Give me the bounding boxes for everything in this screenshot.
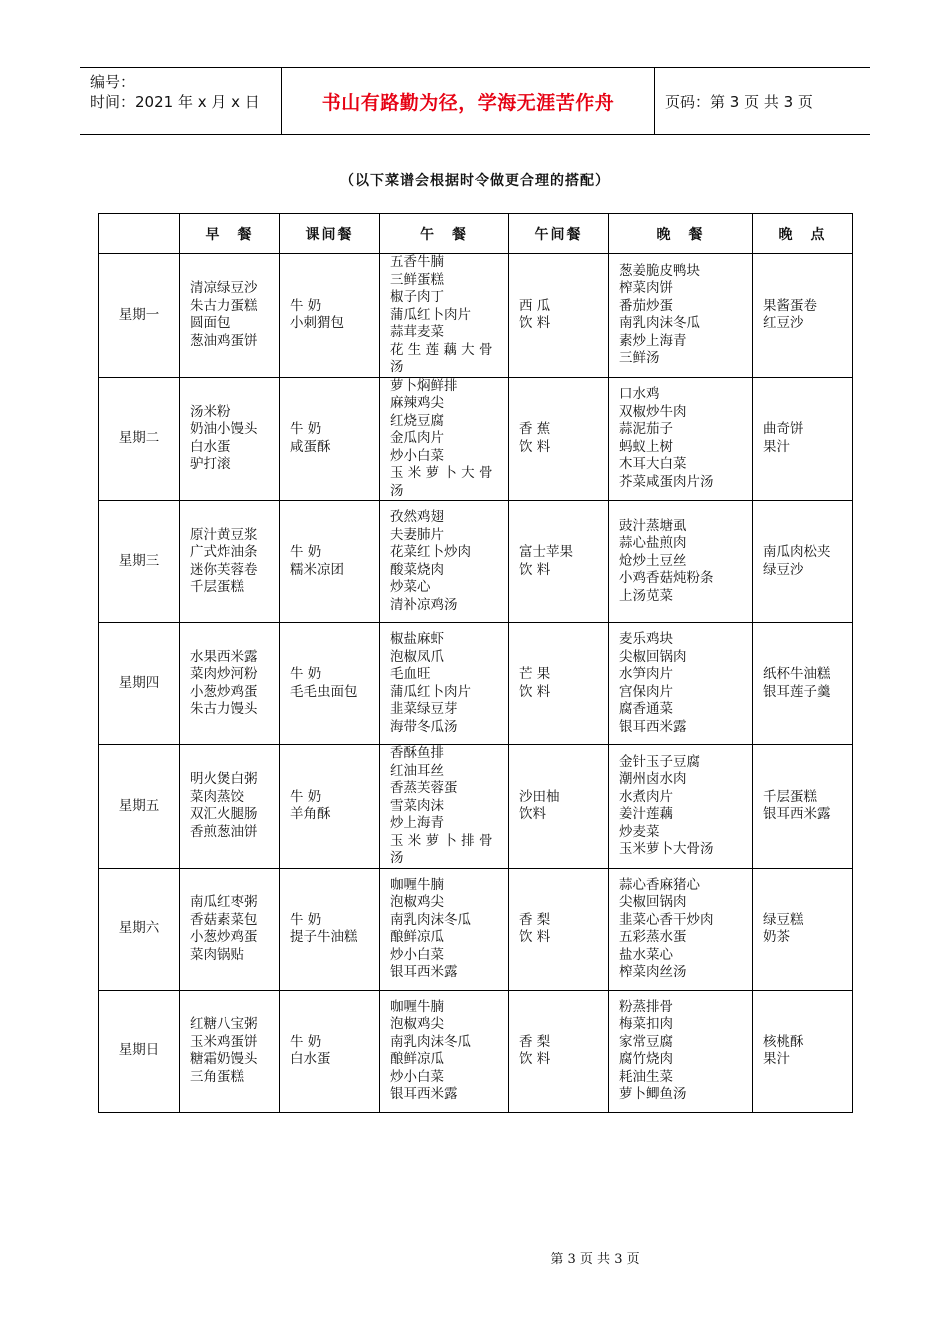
snack-cell	[280, 868, 380, 990]
day-cell: 星期五	[99, 745, 180, 869]
lunch-cell	[380, 623, 509, 745]
menu-item: 番茄炒蛋	[619, 297, 673, 314]
menu-item: 玉 米 萝 卜 大 骨	[390, 465, 493, 481]
dinner-cell	[609, 377, 753, 501]
menu-item: 千层蛋糕	[763, 788, 817, 805]
menu-item: 南瓜红枣粥	[190, 894, 258, 910]
menu-item: 红烧豆腐	[390, 412, 444, 429]
menu-item: 宫保肉片	[619, 683, 673, 700]
table-row	[99, 623, 853, 745]
menu-item: 牛 奶	[290, 666, 322, 682]
menu-item: 耗油生菜	[619, 1068, 673, 1085]
menu-item: 银耳西米露	[619, 718, 687, 735]
menu-item: 红豆沙	[763, 315, 804, 332]
menu-item: 花 生 莲 藕 大 骨	[390, 341, 493, 358]
menu-item: 白水蛋	[290, 1051, 331, 1067]
menu-item: 牛 奶	[290, 1033, 322, 1050]
menu-item: 酸菜烧肉	[390, 561, 444, 578]
lunch-cell	[380, 254, 509, 378]
menu-item: 蒜心香麻猪心	[619, 876, 700, 893]
menu-item: 蒜心盐煎肉	[619, 535, 687, 552]
lunch-cell	[380, 990, 509, 1112]
breakfast-cell	[180, 868, 280, 990]
menu-item: 潮州卤水肉	[619, 771, 687, 788]
menu-item: 牛 奶	[290, 788, 322, 805]
menu-item: 曲奇饼	[763, 421, 804, 438]
header-cell-noon-snack: 午间餐	[509, 214, 609, 254]
table-row	[99, 745, 853, 869]
menu-item: 酿鲜凉瓜	[390, 929, 444, 945]
menu-item: 韭菜心香干炒肉	[619, 911, 714, 928]
breakfast-cell	[180, 623, 280, 745]
lunch-cell	[380, 377, 509, 501]
header-cell-breakfast: 早 餐	[180, 214, 280, 254]
day-cell: 星期一	[99, 254, 180, 378]
menu-item: 泡椒鸡尖	[390, 894, 444, 910]
menu-item: 南乳肉沫冬瓜	[390, 911, 471, 928]
noon-snack-cell	[509, 745, 609, 869]
menu-item: 椒盐麻虾	[390, 631, 444, 647]
table-row	[99, 377, 853, 501]
noon-snack-cell	[509, 377, 609, 501]
menu-item: 核桃酥	[763, 1033, 804, 1050]
menu-item: 夫妻肺片	[390, 526, 444, 543]
menu-item: 原汁黄豆浆	[190, 526, 258, 543]
menu-item: 饮料	[519, 806, 546, 823]
menu-item: 盐水菜心	[619, 946, 673, 963]
menu-item: 玉 米 萝 卜 排 骨	[390, 832, 493, 849]
menu-item: 毛毛虫面包	[290, 683, 358, 700]
header-motto: 书山有路勤为径，学海无涯苦作舟	[282, 68, 655, 134]
menu-item: 饮 料	[519, 1051, 551, 1067]
header-cell-dinner: 晚 餐	[609, 214, 753, 254]
menu-item: 金瓜肉片	[390, 430, 444, 446]
weekly-menu-table	[98, 213, 853, 1113]
header-cell-day	[99, 214, 180, 254]
table-row	[99, 868, 853, 990]
menu-item: 南瓜肉松夹	[763, 544, 831, 560]
menu-item: 饮 料	[519, 315, 551, 332]
menu-item: 水果西米露	[190, 648, 258, 665]
menu-item: 果汁	[763, 438, 790, 455]
menu-item: 小刺猬包	[290, 315, 344, 332]
menu-item: 粉蒸排骨	[619, 998, 673, 1015]
snack-cell	[280, 377, 380, 501]
menu-item: 炒麦菜	[619, 823, 660, 840]
menu-item: 牛 奶	[290, 297, 322, 314]
dinner-cell	[609, 868, 753, 990]
menu-item: 饮 料	[519, 561, 551, 578]
menu-item: 糯米凉团	[290, 561, 344, 578]
menu-item: 小葱炒鸡蛋	[190, 683, 258, 700]
header-cell-lunch: 午 餐	[380, 214, 509, 254]
menu-item: 饮 料	[519, 438, 551, 455]
menu-item: 葱姜脆皮鸭块	[619, 262, 700, 279]
menu-item: 蚂蚁上树	[619, 438, 673, 455]
menu-item: 果汁	[763, 1051, 790, 1067]
day-cell: 星期三	[99, 501, 180, 623]
snack-cell	[280, 990, 380, 1112]
menu-item: 水笋肉片	[619, 666, 673, 682]
menu-item: 饮 料	[519, 929, 551, 945]
menu-item: 腐竹烧肉	[619, 1051, 673, 1067]
menu-item: 清补凉鸡汤	[390, 596, 458, 613]
menu-item: 明火煲白粥	[190, 771, 258, 788]
snack-cell	[280, 623, 380, 745]
menu-item: 牛 奶	[290, 421, 322, 438]
menu-item: 驴打滚	[190, 456, 231, 473]
menu-item: 绿豆沙	[763, 561, 804, 578]
menu-item: 水煮肉片	[619, 788, 673, 805]
page-header	[80, 67, 870, 135]
menu-item: 西 瓜	[519, 297, 551, 314]
menu-item: 糖霜奶馒头	[190, 1051, 258, 1067]
menu-note: （以下菜谱会根据时令做更合理的搭配）	[340, 173, 610, 189]
menu-item: 果酱蛋卷	[763, 297, 817, 314]
menu-item: 萝卜焖鲜排	[390, 377, 458, 394]
menu-item: 朱古力馒头	[190, 701, 258, 717]
night-snack-cell	[753, 990, 853, 1112]
menu-item: 炒上海青	[390, 815, 444, 831]
menu-item: 泡椒凤爪	[390, 648, 444, 665]
noon-snack-cell	[509, 501, 609, 623]
snack-cell	[280, 745, 380, 869]
menu-item: 麦乐鸡块	[619, 631, 673, 647]
menu-item: 汤	[390, 850, 404, 866]
dinner-cell	[609, 623, 753, 745]
menu-item: 麻辣鸡尖	[390, 395, 444, 411]
menu-item: 木耳大白菜	[619, 456, 687, 473]
dinner-cell	[609, 745, 753, 869]
menu-item: 迷你芙蓉卷	[190, 561, 258, 578]
menu-item: 白水蛋	[190, 438, 231, 455]
menu-item: 咖喱牛腩	[390, 876, 444, 893]
dinner-cell	[609, 501, 753, 623]
menu-item: 羊角酥	[290, 806, 331, 823]
menu-item: 雪菜肉沫	[390, 797, 444, 814]
menu-item: 富士苹果	[519, 544, 573, 560]
menu-item: 蒜泥茄子	[619, 421, 673, 438]
menu-item: 口水鸡	[619, 386, 660, 403]
breakfast-cell	[180, 501, 280, 623]
menu-item: 香菇素菜包	[190, 911, 258, 928]
menu-item: 腐香通菜	[619, 701, 673, 717]
menu-item: 小鸡香菇炖粉条	[619, 570, 714, 587]
menu-item: 尖椒回锅肉	[619, 648, 687, 665]
menu-item: 萝卜鲫鱼汤	[619, 1086, 687, 1102]
table-body	[99, 254, 853, 1113]
menu-item: 玉米萝卜大骨汤	[619, 841, 714, 858]
menu-item: 圆面包	[190, 315, 231, 332]
menu-item: 蒲瓜红卜肉片	[390, 683, 471, 700]
menu-item: 葱油鸡蛋饼	[190, 332, 258, 349]
menu-item: 奶茶	[763, 929, 790, 945]
day-cell: 星期二	[99, 377, 180, 501]
menu-item: 炝炒土豆丝	[619, 552, 687, 569]
menu-item: 香煎葱油饼	[190, 823, 258, 840]
menu-item: 金针玉子豆腐	[619, 753, 700, 770]
table-header-row	[99, 214, 853, 254]
menu-item: 韭菜绿豆芽	[390, 701, 458, 717]
table-row	[99, 501, 853, 623]
menu-item: 三鲜汤	[619, 350, 660, 367]
dinner-cell	[609, 254, 753, 378]
menu-item: 牛 奶	[290, 544, 322, 560]
menu-item: 毛血旺	[390, 666, 431, 682]
night-snack-cell	[753, 623, 853, 745]
menu-item: 五香牛腩	[390, 254, 444, 270]
noon-snack-cell	[509, 623, 609, 745]
menu-item: 三鲜蛋糕	[390, 271, 444, 288]
dinner-cell	[609, 990, 753, 1112]
menu-item: 红糖八宝粥	[190, 1016, 258, 1032]
menu-item: 咸蛋酥	[290, 438, 331, 455]
menu-item: 蒲瓜红卜肉片	[390, 306, 471, 323]
menu-item: 芒 果	[519, 666, 551, 682]
menu-item: 芥菜咸蛋肉片汤	[619, 473, 714, 490]
menu-item: 红油耳丝	[390, 762, 444, 779]
day-cell: 星期六	[99, 868, 180, 990]
menu-item: 南乳肉沫冬瓜	[619, 315, 700, 332]
menu-item: 香蒸芙蓉蛋	[390, 780, 458, 796]
table-row	[99, 254, 853, 378]
menu-item: 尖椒回锅肉	[619, 894, 687, 910]
header-cell-snack: 课间餐	[280, 214, 380, 254]
menu-item: 汤	[390, 482, 404, 499]
menu-item: 香 梨	[519, 1033, 551, 1050]
snack-cell	[280, 501, 380, 623]
menu-item: 蒜茸麦菜	[390, 324, 444, 340]
menu-item: 绿豆糕	[763, 911, 804, 928]
menu-item: 双椒炒牛肉	[619, 403, 687, 420]
menu-item: 炒小白菜	[390, 946, 444, 963]
breakfast-cell	[180, 745, 280, 869]
menu-item: 炒小白菜	[390, 1068, 444, 1085]
menu-item: 菜肉锅贴	[190, 946, 244, 963]
menu-item: 家常豆腐	[619, 1033, 673, 1050]
document-date-label: 时间：2021 年 x 月 x 日	[90, 93, 260, 111]
menu-item: 银耳西米露	[763, 806, 831, 823]
table-row	[99, 990, 853, 1112]
header-meta	[80, 68, 282, 134]
breakfast-cell	[180, 377, 280, 501]
night-snack-cell	[753, 868, 853, 990]
menu-item: 朱古力蛋糕	[190, 297, 258, 314]
menu-item: 南乳肉沫冬瓜	[390, 1033, 471, 1050]
menu-item: 三角蛋糕	[190, 1068, 244, 1085]
snack-cell	[280, 254, 380, 378]
page-footer: 第 3 页 共 3 页	[550, 1252, 640, 1267]
day-cell: 星期四	[99, 623, 180, 745]
menu-item: 榨菜肉丝汤	[619, 964, 687, 980]
noon-snack-cell	[509, 990, 609, 1112]
lunch-cell	[380, 745, 509, 869]
lunch-cell	[380, 868, 509, 990]
night-snack-cell	[753, 745, 853, 869]
menu-item: 清凉绿豆沙	[190, 280, 258, 297]
menu-item: 梅菜扣肉	[619, 1016, 673, 1032]
menu-item: 上汤苋菜	[619, 587, 673, 604]
menu-item: 姜汁莲藕	[619, 806, 673, 823]
menu-item: 菜肉蒸饺	[190, 788, 244, 805]
menu-item: 千层蛋糕	[190, 579, 244, 595]
menu-item: 奶油小馒头	[190, 421, 258, 438]
menu-item: 咖喱牛腩	[390, 998, 444, 1015]
night-snack-cell	[753, 377, 853, 501]
menu-item: 椒子肉丁	[390, 289, 444, 305]
noon-snack-cell	[509, 254, 609, 378]
header-cell-night-snack: 晚 点	[753, 214, 853, 254]
menu-item: 银耳莲子羹	[763, 683, 831, 700]
menu-item: 银耳西米露	[390, 964, 458, 980]
noon-snack-cell	[509, 868, 609, 990]
menu-item: 银耳西米露	[390, 1086, 458, 1102]
menu-item: 海带冬瓜汤	[390, 718, 458, 735]
menu-item: 纸杯牛油糕	[763, 666, 831, 682]
menu-item: 酿鲜凉瓜	[390, 1051, 444, 1067]
menu-item: 香 梨	[519, 911, 551, 928]
menu-item: 香 蕉	[519, 421, 551, 438]
menu-item: 泡椒鸡尖	[390, 1016, 444, 1032]
menu-item: 菜肉炒河粉	[190, 666, 258, 682]
menu-item: 豉汁蒸塘虱	[619, 517, 687, 534]
menu-item: 五彩蒸水蛋	[619, 929, 687, 945]
menu-item: 孜然鸡翅	[390, 509, 444, 525]
menu-item: 榨菜肉饼	[619, 280, 673, 297]
night-snack-cell	[753, 501, 853, 623]
menu-item: 提子牛油糕	[290, 929, 358, 945]
menu-item: 牛 奶	[290, 911, 322, 928]
header-page-label: 页码：第 3 页 共 3 页	[665, 92, 813, 111]
breakfast-cell	[180, 990, 280, 1112]
menu-item: 小葱炒鸡蛋	[190, 929, 258, 945]
menu-item: 汤米粉	[190, 403, 231, 420]
day-cell: 星期日	[99, 990, 180, 1112]
menu-item: 香酥鱼排	[390, 745, 444, 761]
menu-item: 素炒上海青	[619, 332, 687, 349]
menu-item: 汤	[390, 359, 404, 375]
menu-item: 双汇火腿肠	[190, 806, 258, 823]
night-snack-cell	[753, 254, 853, 378]
menu-item: 玉米鸡蛋饼	[190, 1033, 258, 1050]
lunch-cell	[380, 501, 509, 623]
document-number-label: 编号：	[90, 73, 136, 91]
menu-item: 沙田柚	[519, 788, 560, 805]
menu-item: 炒菜心	[390, 579, 431, 595]
menu-item: 饮 料	[519, 683, 551, 700]
breakfast-cell	[180, 254, 280, 378]
menu-item: 炒小白菜	[390, 447, 444, 464]
menu-item: 广式炸油条	[190, 544, 258, 560]
menu-item: 花菜红卜炒肉	[390, 544, 471, 560]
